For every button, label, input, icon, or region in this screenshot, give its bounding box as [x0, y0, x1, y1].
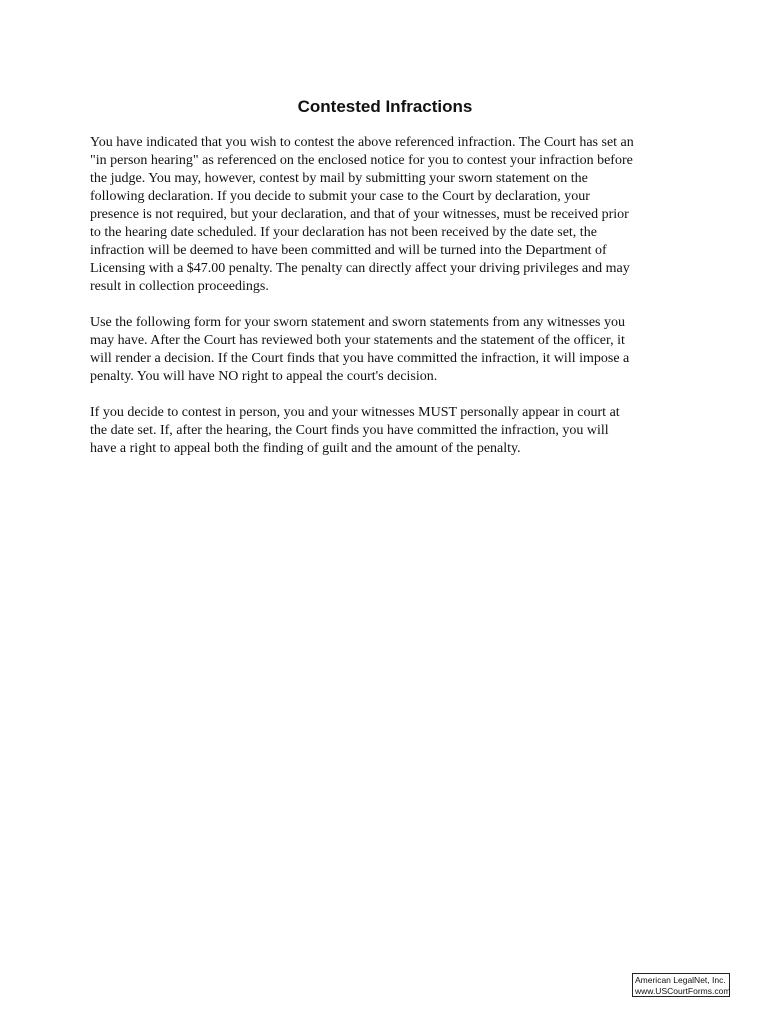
paragraph-hearing-notice: You have indicated that you wish to contest the above referenced infraction. The Court has set an "in person hearing" as referenced on the enclosed notice for you to contest your infraction before the judge. You may, however, contest by mail by submitting your sworn statement on the following declaration. If you decide to submit your case to the Court by declaration, your presence is not required, but your declaration, and that of your witnesses, must be received prior to the hearing date scheduled. If your declaration has not been received by the date set, the infraction will be deemed to have been committed and will be turned into the Department of Licensing with a $47.00 penalty. The penalty can directly affect your driving privileges and may result in collection proceedings. — [90, 135, 634, 294]
footer-company: American LegalNet, Inc. — [635, 975, 726, 985]
document-body — [90, 134, 688, 476]
page-title: Contested Infractions — [297, 97, 473, 116]
footer-credit-box — [632, 973, 730, 997]
paragraph-sworn-statement: Use the following form for your sworn statement and sworn statements from any witnesses you may have. After the Court has reviewed both your statements and the statement of the officer, it will render a decision. If the Court finds that you have committed the infraction, it will impose a penalty. You will have NO right to appeal the court's decision. — [90, 315, 630, 384]
footer-website: www.USCourtForms.com — [635, 985, 731, 996]
paragraph-contest-in-person: If you decide to contest in person, you and your witnesses MUST personally appear in court at the date set. If, after the hearing, the Court finds you have committed the infraction, you will have a right to appeal both the finding of guilt and the amount of the penalty. — [90, 405, 620, 456]
